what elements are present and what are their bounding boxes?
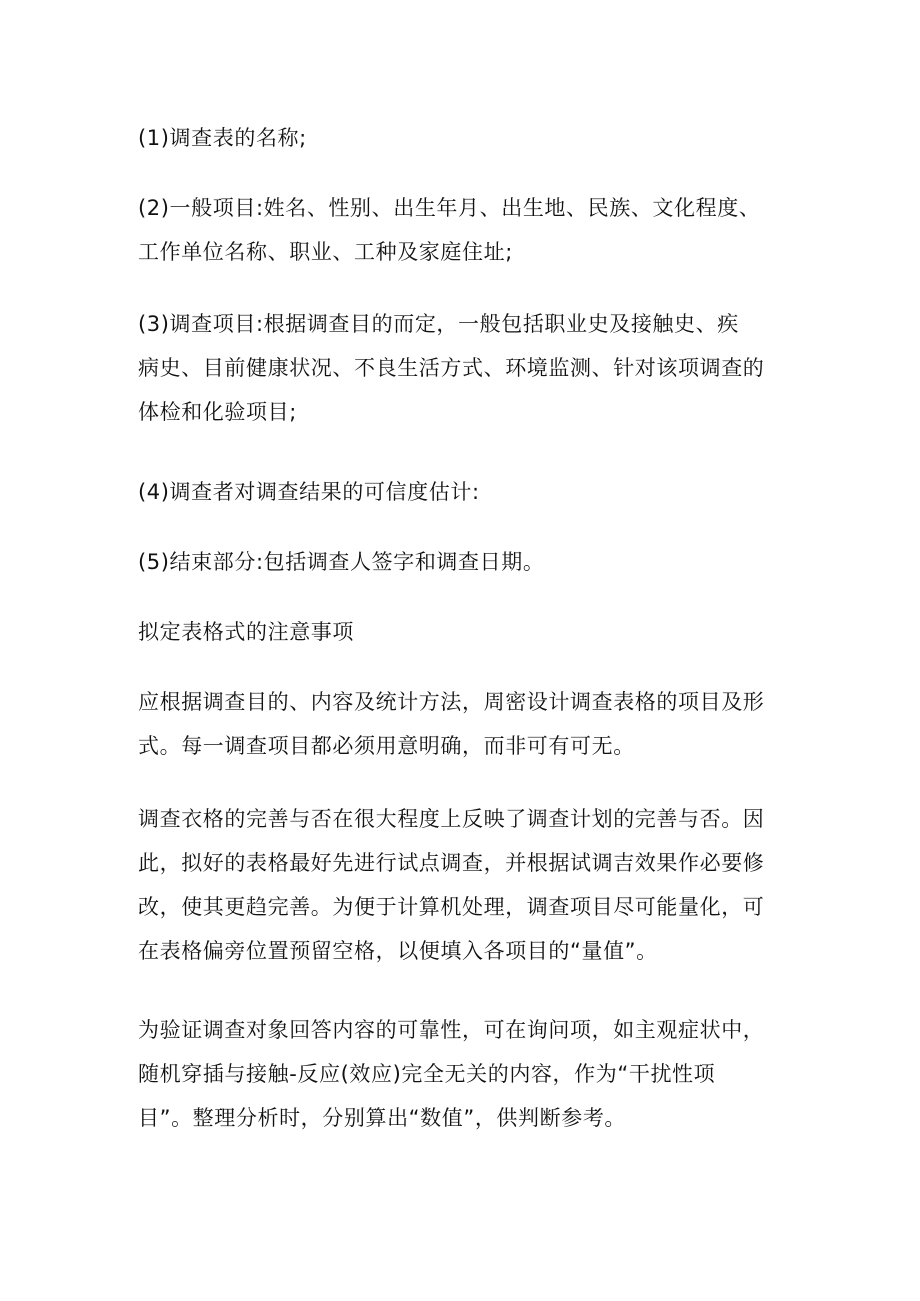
text-line: 式。每一调查项目都必须用意明确，而非可有可无。 [138,734,635,758]
text-line: (5)结束部分:包括调查人签字和调查日期。 [138,550,545,574]
text-line: (4)调查者对调查结果的可信度估计: [138,480,480,504]
text-line: 工作单位名称、职业、工种及家庭住址; [138,240,513,264]
text-line: (2)一般项目:姓名、性别、出生年月、出生地、民族、文化程度、 [138,196,761,220]
text-line: 在表格偏旁位置预留空格，以便填入各项目的“量值”。 [138,939,658,963]
text-line: 应根据调查目的、内容及统计方法，周密设计调查表格的项目及形 [138,690,765,714]
item-3-paragraph [138,302,798,434]
text-line: (1)调查表的名称; [138,126,307,150]
item-4-paragraph [138,470,798,514]
text-line: 调查衣格的完善与否在很大程度上反映了调查计划的完善与否。因 [138,807,765,831]
body-paragraph-3 [138,1008,798,1140]
body-paragraph-2 [138,797,798,973]
item-5-paragraph [138,540,798,584]
item-1-paragraph [138,116,798,160]
section-heading [138,610,798,654]
text-line: 体检和化验项目; [138,400,297,424]
text-line: 随机穿插与接触-反应(效应)完全无关的内容，作为“干扰性项 [138,1062,716,1086]
body-paragraph-1 [138,680,798,768]
text-line: 为验证调查对象回答内容的可靠性，可在询问项，如主观症状中， [138,1018,765,1042]
text-line: 拟定表格式的注意事项 [138,620,354,644]
text-line: 此，拟好的表格最好先进行试点调查，并根据试调吉效果作必要修 [138,851,765,875]
text-line: 病史、目前健康状况、不良生活方式、环境监测、针对该项调查的 [138,356,765,380]
text-line: (3)调查项目:根据调查目的而定，一般包括职业史及接触史、疾 [138,312,739,336]
text-line: 目”。整理分析时，分别算出“数值”，供判断参考。 [138,1106,627,1130]
item-2-paragraph [138,186,798,274]
text-line: 改，使其更趋完善。为便于计算机处理，调查项目尽可能量化，可 [138,895,765,919]
